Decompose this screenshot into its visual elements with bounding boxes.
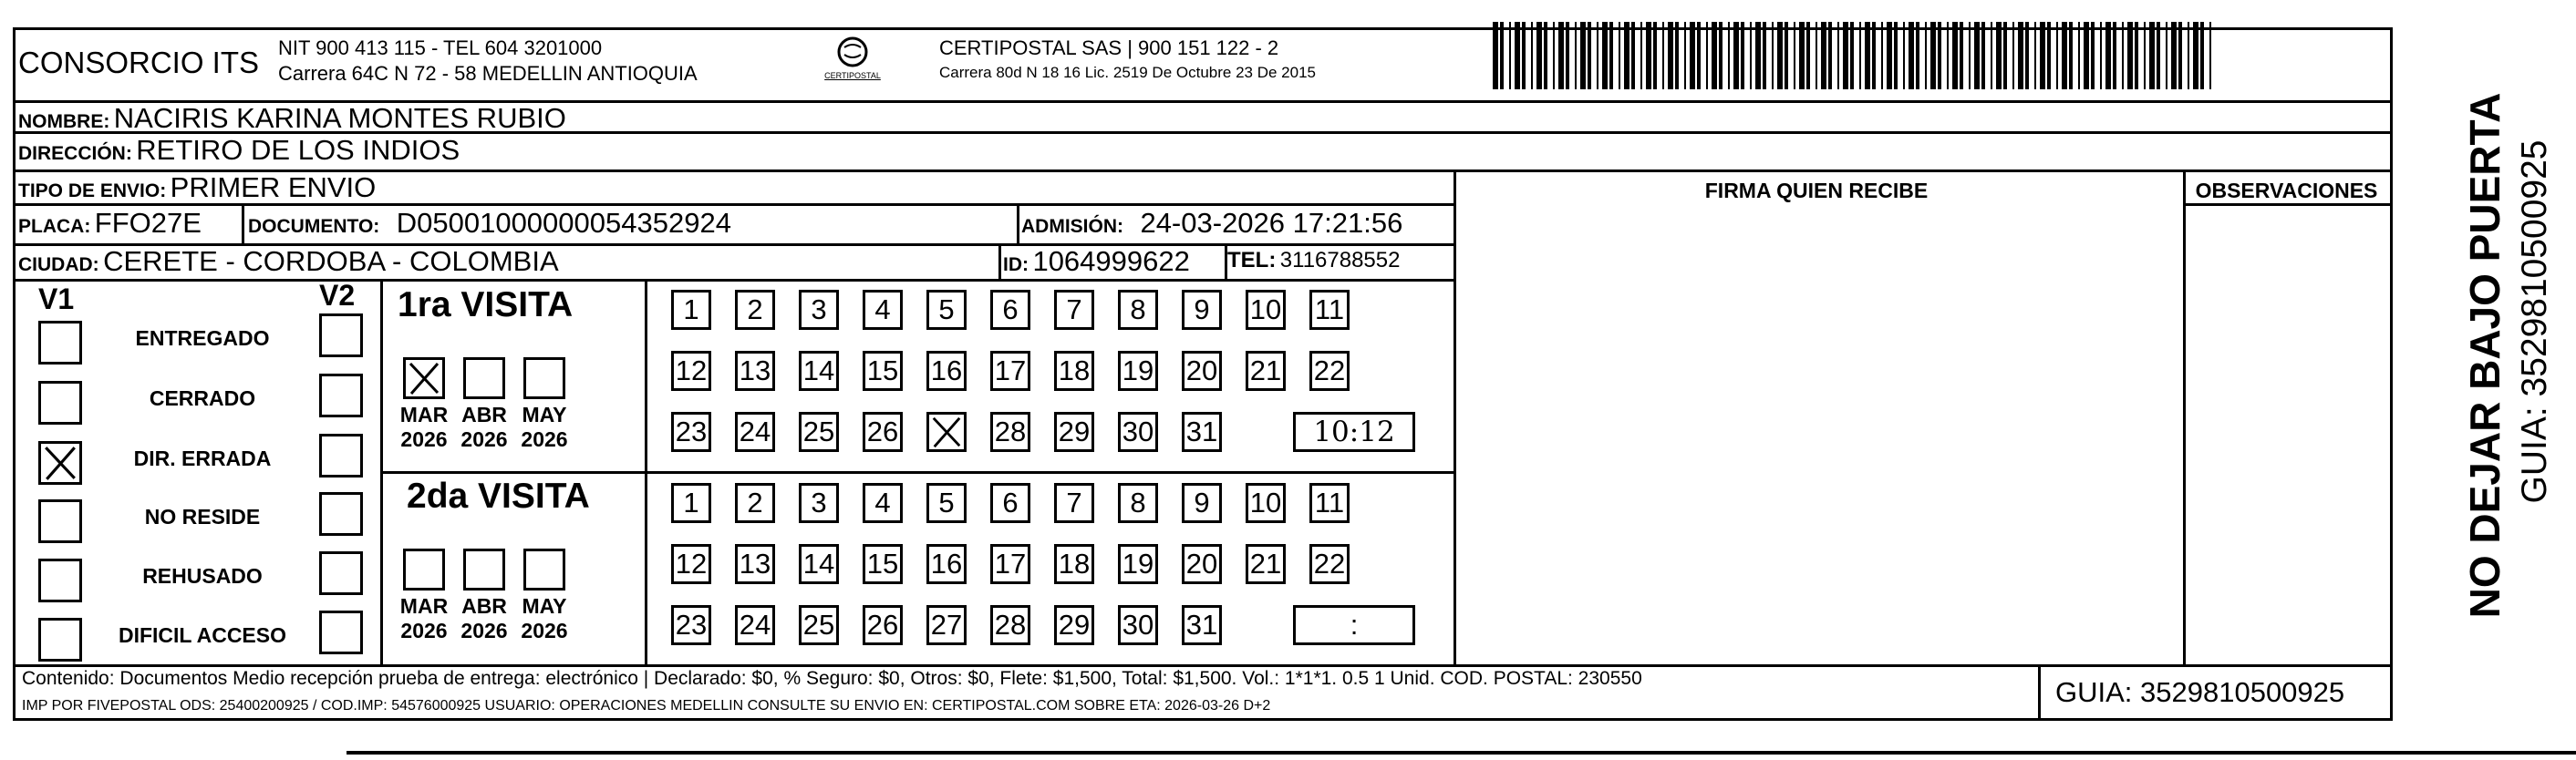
second-month-checkbox[interactable] xyxy=(463,549,505,591)
tipo-value: PRIMER ENVIO xyxy=(170,171,377,203)
side-warning xyxy=(2398,36,2562,674)
month-name: MAY xyxy=(522,594,567,618)
nombre-label: NOMBRE: xyxy=(18,111,110,132)
first-day-box[interactable]: 21 xyxy=(1246,351,1286,391)
v1-checkbox[interactable] xyxy=(38,499,82,543)
first-day-box[interactable]: 1 xyxy=(671,290,711,330)
v2-checkbox[interactable] xyxy=(319,374,363,417)
v2-checkbox[interactable] xyxy=(319,551,363,595)
status-label: DIFICIL ACCESO xyxy=(118,623,286,647)
status-label: DIR. ERRADA xyxy=(133,447,272,470)
first-day-box[interactable]: 8 xyxy=(1118,290,1158,330)
company-line1: NIT 900 413 115 - TEL 604 3201000 xyxy=(278,36,603,59)
ciudad-value: CERETE - CORDOBA - COLOMBIA xyxy=(103,245,559,277)
first-day-box[interactable]: 29 xyxy=(1054,412,1094,452)
first-day-box[interactable]: 26 xyxy=(863,412,903,452)
tipo-row xyxy=(18,171,376,204)
first-day-box[interactable]: 30 xyxy=(1118,412,1158,452)
first-day-box[interactable]: 11 xyxy=(1309,290,1350,330)
month-label xyxy=(515,594,574,643)
month-year: 2026 xyxy=(521,427,568,451)
footer-contenido: Contenido: Documentos Medio recepción prueba de entrega: electrónico | Declarado: $0, % Seguro: $0, Otros: $0, Flete: $1,500, Total: $1,500. Vol.: 1*1*1. 0.5 1 Unid. COD. POSTAL: 230550 xyxy=(22,668,1642,689)
second-month-checkbox[interactable] xyxy=(403,549,445,591)
second-day-box[interactable]: 18 xyxy=(1054,544,1094,584)
documento-label: DOCUMENTO: xyxy=(248,216,380,237)
first-day-box[interactable]: 15 xyxy=(863,351,903,391)
admision-row xyxy=(1021,207,1402,240)
second-day-box[interactable]: 1 xyxy=(671,483,711,523)
first-day-box[interactable]: 2 xyxy=(735,290,775,330)
first-month-checkbox[interactable] xyxy=(523,357,565,399)
ciudad-label: CIUDAD: xyxy=(18,254,99,275)
tel-row xyxy=(1227,248,1400,273)
v2-label: V2 xyxy=(319,279,356,312)
placa-row xyxy=(18,207,202,240)
first-day-box[interactable]: 23 xyxy=(671,412,711,452)
first-day-box[interactable]: 18 xyxy=(1054,351,1094,391)
second-day-box[interactable]: 4 xyxy=(863,483,903,523)
first-day-box[interactable]: 17 xyxy=(990,351,1030,391)
placa-value: FFO27E xyxy=(94,207,202,239)
first-day-box[interactable]: 9 xyxy=(1182,290,1222,330)
footer-imp: IMP POR FIVEPOSTAL ODS: 25400200925 / COD.IMP: 54576000925 USUARIO: OPERACIONES MEDELLIN CONSULTE SU ENVIO EN: CERTIPOSTAL.COM SOBRE ETA: 2026-03-26 D+2 xyxy=(22,698,1271,714)
v1-checkbox[interactable] xyxy=(38,618,82,662)
first-time-box[interactable]: 10:12 xyxy=(1293,412,1415,452)
admision-value: 24-03-2026 17:21:56 xyxy=(1140,207,1403,239)
second-day-box[interactable]: 31 xyxy=(1182,605,1222,645)
first-day-box[interactable]: 16 xyxy=(926,351,967,391)
observaciones-heading: OBSERVACIONES xyxy=(2195,179,2378,202)
v1-checkbox[interactable] xyxy=(38,441,82,485)
first-day-box[interactable]: 31 xyxy=(1182,412,1222,452)
first-day-box[interactable] xyxy=(926,412,967,452)
month-year: 2026 xyxy=(460,619,508,642)
second-day-box[interactable]: 22 xyxy=(1309,544,1350,584)
first-day-box[interactable]: 10 xyxy=(1246,290,1286,330)
second-day-box[interactable]: 5 xyxy=(926,483,967,523)
id-label: ID: xyxy=(1003,254,1029,275)
certipostal-line1: CERTIPOSTAL SAS | 900 151 122 - 2 xyxy=(939,36,1279,59)
first-month-checkbox[interactable] xyxy=(463,357,505,399)
documento-row xyxy=(248,207,731,240)
second-day-box[interactable]: 6 xyxy=(990,483,1030,523)
first-visit-title: 1ra VISITA xyxy=(398,285,574,324)
month-year: 2026 xyxy=(460,427,508,451)
status-label: REHUSADO xyxy=(142,564,263,588)
v1-checkbox[interactable] xyxy=(38,381,82,425)
tel-label: TEL: xyxy=(1227,248,1277,272)
month-label xyxy=(395,594,453,643)
first-day-box[interactable]: 14 xyxy=(799,351,839,391)
first-day-box[interactable]: 5 xyxy=(926,290,967,330)
id-value: 1064999622 xyxy=(1032,245,1190,277)
x-mark-icon xyxy=(406,360,442,396)
status-label: NO RESIDE xyxy=(144,505,261,529)
firma-heading: FIRMA QUIEN RECIBE xyxy=(1704,179,1929,202)
v2-checkbox[interactable] xyxy=(319,313,363,357)
v1-checkbox[interactable] xyxy=(38,321,82,365)
bottom-edge xyxy=(347,751,2576,755)
second-day-box[interactable]: 14 xyxy=(799,544,839,584)
second-month-checkbox[interactable] xyxy=(523,549,565,591)
company-line2: Carrera 64C N 72 - 58 MEDELLIN ANTIOQUIA xyxy=(278,62,698,85)
company-name: CONSORCIO ITS xyxy=(18,46,260,79)
logo-text: CERTIPOSTAL xyxy=(824,71,881,80)
first-day-box[interactable]: 19 xyxy=(1118,351,1158,391)
second-day-box[interactable]: 7 xyxy=(1054,483,1094,523)
second-day-box[interactable]: 29 xyxy=(1054,605,1094,645)
status-label: ENTREGADO xyxy=(135,326,270,350)
tel-value: 3116788552 xyxy=(1279,248,1401,272)
second-day-box[interactable]: 19 xyxy=(1118,544,1158,584)
v1-checkbox[interactable] xyxy=(38,559,82,602)
month-name: ABR xyxy=(461,594,507,618)
second-day-box[interactable]: 16 xyxy=(926,544,967,584)
v2-checkbox[interactable] xyxy=(319,434,363,478)
first-day-box[interactable]: 13 xyxy=(735,351,775,391)
second-day-box[interactable]: 30 xyxy=(1118,605,1158,645)
month-year: 2026 xyxy=(400,427,448,451)
second-day-box[interactable]: 28 xyxy=(990,605,1030,645)
month-name: MAY xyxy=(522,403,567,426)
second-day-box[interactable]: 20 xyxy=(1182,544,1222,584)
x-mark-icon xyxy=(41,444,79,482)
x-mark-icon xyxy=(929,415,964,449)
second-day-box[interactable]: 11 xyxy=(1309,483,1350,523)
second-day-box[interactable]: 15 xyxy=(863,544,903,584)
second-day-box[interactable]: 9 xyxy=(1182,483,1222,523)
v1-label: V1 xyxy=(38,282,75,315)
month-year: 2026 xyxy=(400,619,448,642)
second-day-box[interactable]: 12 xyxy=(671,544,711,584)
second-day-box[interactable]: 25 xyxy=(799,605,839,645)
direccion-value: RETIRO DE LOS INDIOS xyxy=(136,134,460,166)
second-day-box[interactable]: 13 xyxy=(735,544,775,584)
direccion-label: DIRECCIÓN: xyxy=(18,143,132,164)
first-day-box[interactable]: 25 xyxy=(799,412,839,452)
v2-checkbox[interactable] xyxy=(319,492,363,536)
nombre-row xyxy=(18,102,566,135)
month-name: ABR xyxy=(461,403,507,426)
month-label xyxy=(515,403,574,452)
month-year: 2026 xyxy=(521,619,568,642)
footer-guia: GUIA: 3529810500925 xyxy=(2055,676,2345,708)
first-day-box[interactable]: 22 xyxy=(1309,351,1350,391)
nombre-value: NACIRIS KARINA MONTES RUBIO xyxy=(113,102,566,134)
first-day-box[interactable]: 12 xyxy=(671,351,711,391)
second-day-box[interactable]: 2 xyxy=(735,483,775,523)
admision-label: ADMISIÓN: xyxy=(1021,216,1123,237)
first-day-box[interactable]: 3 xyxy=(799,290,839,330)
first-day-box[interactable]: 20 xyxy=(1182,351,1222,391)
certipostal-line2: Carrera 80d N 18 16 Lic. 2519 De Octubre 23 De 2015 xyxy=(939,64,1316,81)
month-label xyxy=(455,403,513,452)
second-visit-title: 2da VISITA xyxy=(407,477,590,516)
first-month-checkbox[interactable] xyxy=(403,357,445,399)
id-row xyxy=(1003,245,1190,278)
second-day-box[interactable]: 3 xyxy=(799,483,839,523)
second-day-box[interactable]: 27 xyxy=(926,605,967,645)
documento-value: D05001000000054352924 xyxy=(396,207,731,239)
v2-checkbox[interactable] xyxy=(319,611,363,654)
second-day-box[interactable]: 26 xyxy=(863,605,903,645)
tipo-label: TIPO DE ENVIO: xyxy=(18,180,167,201)
month-label xyxy=(455,594,513,643)
second-day-box[interactable]: 24 xyxy=(735,605,775,645)
month-name: MAR xyxy=(399,403,449,426)
placa-label: PLACA: xyxy=(18,216,91,237)
status-label: CERRADO xyxy=(149,386,256,410)
side-line2: GUIA: 3529810500925 xyxy=(2515,139,2554,504)
first-day-box[interactable]: 24 xyxy=(735,412,775,452)
first-day-box[interactable]: 4 xyxy=(863,290,903,330)
second-day-box[interactable]: 8 xyxy=(1118,483,1158,523)
first-day-box[interactable]: 7 xyxy=(1054,290,1094,330)
second-day-box[interactable]: 17 xyxy=(990,544,1030,584)
month-label xyxy=(395,403,453,452)
first-day-box[interactable]: 6 xyxy=(990,290,1030,330)
direccion-row xyxy=(18,134,460,167)
first-day-box[interactable]: 28 xyxy=(990,412,1030,452)
second-day-box[interactable]: 21 xyxy=(1246,544,1286,584)
ciudad-row xyxy=(18,245,559,278)
month-name: MAR xyxy=(399,594,449,618)
side-line1: NO DEJAR BAJO PUERTA xyxy=(2461,92,2509,619)
second-day-box[interactable]: 10 xyxy=(1246,483,1286,523)
second-time-box[interactable]: : xyxy=(1293,605,1415,645)
second-day-box[interactable]: 23 xyxy=(671,605,711,645)
